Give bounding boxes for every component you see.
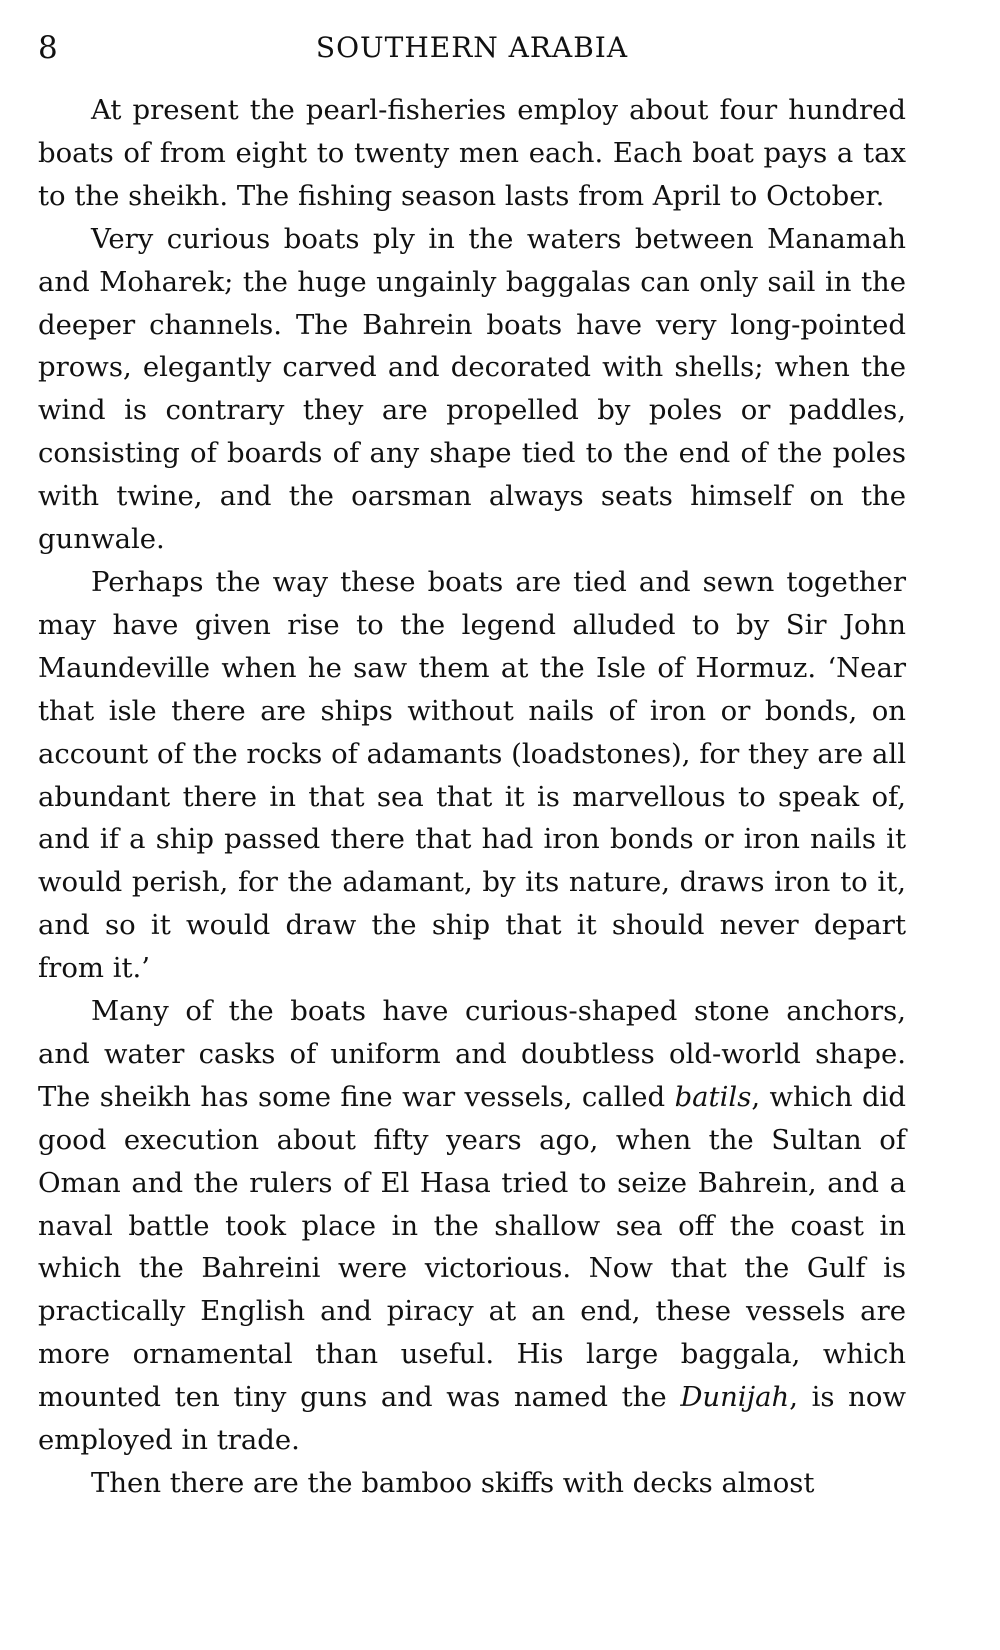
paragraph-text: Then there are the bamboo skiffs with decks almost — [91, 1467, 815, 1499]
body-text — [38, 89, 906, 1505]
paragraph-text: , is now employed in trade. — [38, 1381, 906, 1457]
italic-term: Dunijah — [680, 1381, 790, 1414]
paragraph-text: , which did good execution about fifty years ago, when the Sultan of Oman and the rulers of El Hasa tried to seize Bahrein, and a naval battle took place in the shallow sea off the coast in which the Bahreini were victorious. Now that the Gulf is practically English and piracy at an end, these vessels are more ornamental than useful. His large baggala, which mounted ten tiny guns and was named the — [38, 1080, 907, 1414]
page-number: 8 — [38, 30, 58, 66]
paragraph — [38, 990, 906, 1462]
paragraph-text: Very curious boats ply in the waters between Manamah and Moharek; the huge ungainly baggalas can only sail in the deeper channels. The Bahrein boats have very long-pointed prows, elegantly carved and decorated with shells; when the wind is contrary they are propelled by poles or paddles, consisting of boards of any shape tied to the end of the poles with twine, and the oarsman always seats himself on the gunwale. — [38, 222, 906, 556]
paragraph — [38, 218, 906, 561]
paragraph-text: Perhaps the way these boats are tied and sewn together may have given rise to the legend alluded to by Sir John Maundeville when he saw them at the Isle of Hormuz. ‘Near that isle there are ships without nails of iron or bonds, on account of the rocks of adamants (loadstones), for they are all abundant there in that sea that it is marvellous to speak of, and if a ship passed there that had iron bonds or iron nails it would perish, for the adamant, by its nature, draws iron to it, and so it would draw the ship that it should never depart from it.’ — [38, 565, 906, 985]
paragraph — [38, 89, 906, 218]
running-head: SOUTHERN ARABIA — [315, 31, 629, 64]
paragraph-text: Many of the boats have curious-shaped stone anchors, and water casks of uniform and doubtless old-world shape. The sheikh has some fine war vessels, called — [38, 995, 906, 1113]
paragraph-text: At present the pearl-fisheries employ about four hundred boats of from eight to twenty men each. Each boat pays a tax to the sheikh. The fishing season lasts from April to October. — [38, 94, 906, 212]
paragraph — [38, 561, 906, 990]
italic-term: batils — [674, 1080, 752, 1113]
paragraph — [38, 1462, 906, 1505]
page-header — [38, 22, 906, 72]
